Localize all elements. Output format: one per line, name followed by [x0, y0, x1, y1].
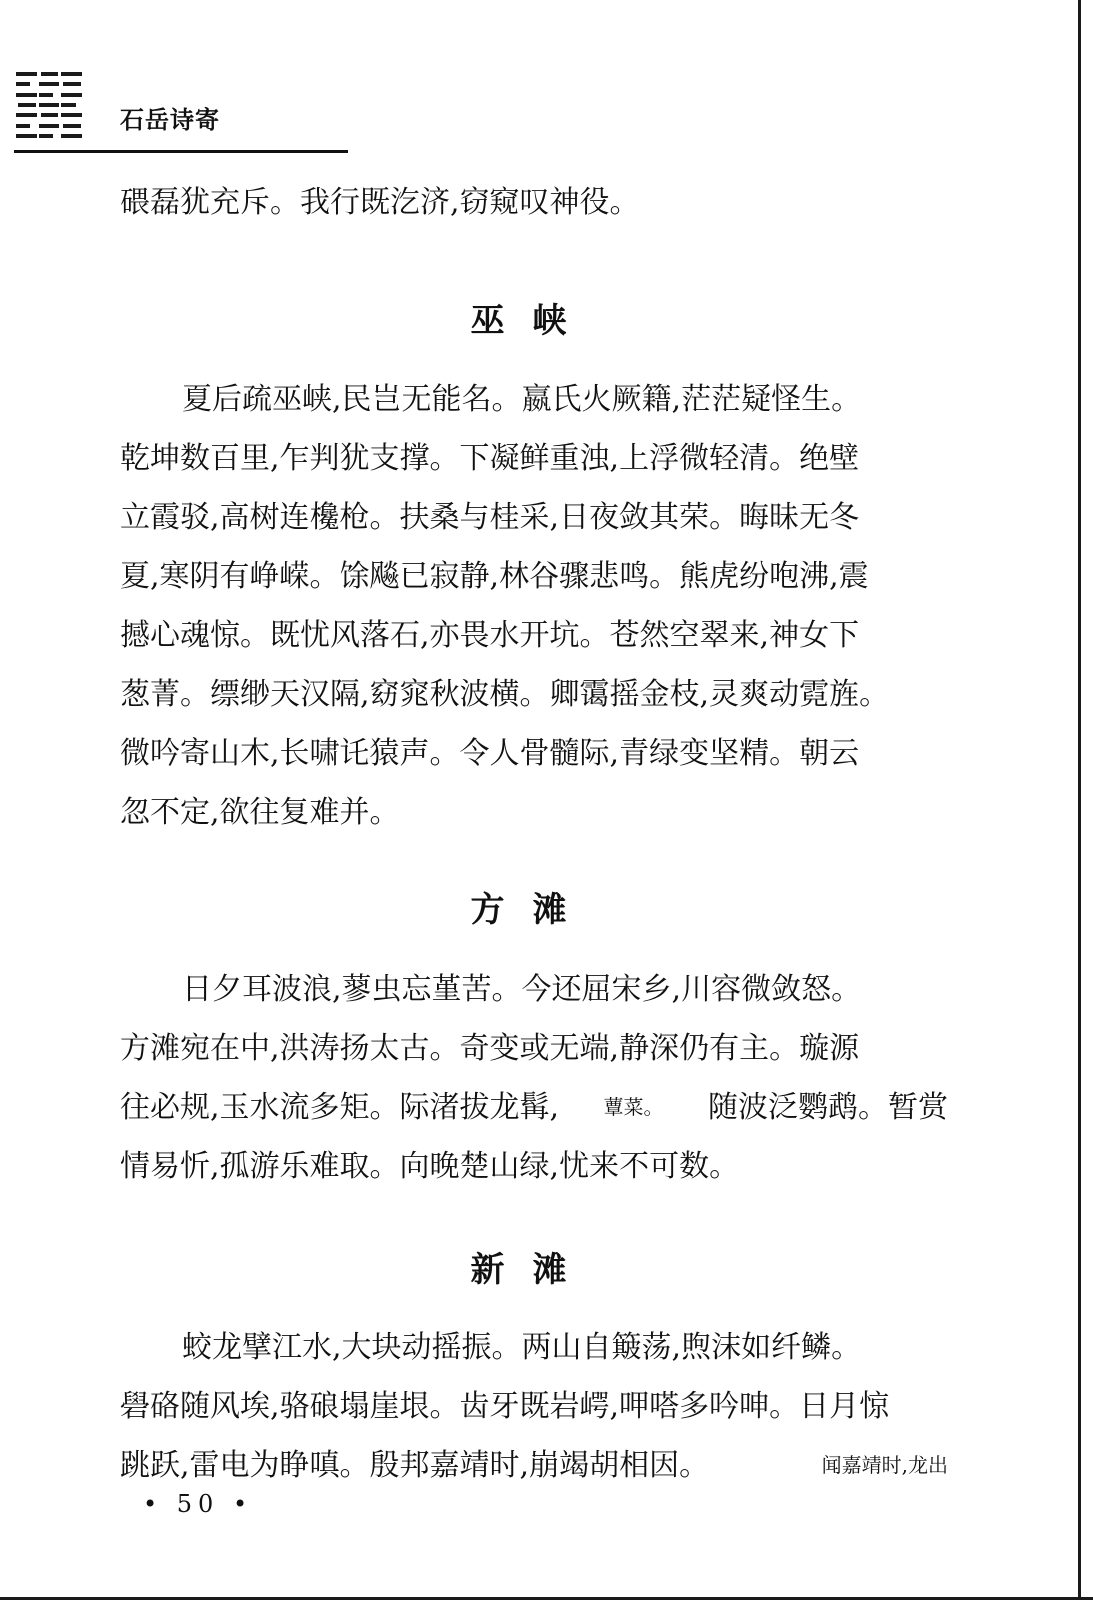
seal-column: [16, 72, 37, 138]
seal-stroke: [16, 113, 37, 117]
seal-stroke: [41, 113, 59, 117]
poem-line: 乾坤数百里,乍判犹支撑。下凝鲜重浊,上浮微轻清。绝壁: [120, 441, 860, 476]
seal-stroke: [61, 134, 82, 138]
poem-line: 日夕耳波浪,蓼虫忘堇苦。今还屈宋乡,川容微敛怒。: [182, 972, 862, 1007]
seal-stroke: [16, 93, 37, 97]
seal-stroke: [61, 103, 75, 107]
annotation-note: 蕈菜。: [603, 1095, 664, 1119]
seal-stroke: [41, 72, 59, 76]
poem-segment: 随波泛鹦鹉。暂赏: [707, 1090, 948, 1125]
seal-stroke: [61, 113, 82, 117]
poem-line: 情易忻,孤游乐难取。向晚楚山绿,忧来不可数。: [120, 1149, 740, 1184]
seal-stroke: [39, 134, 53, 138]
poem-line: [120, 1078, 948, 1137]
seal-stroke: [39, 103, 60, 107]
seal-stroke: [16, 82, 30, 86]
seal-stroke: [16, 124, 30, 128]
seal-column: [39, 72, 60, 138]
seal-stroke: [18, 103, 36, 107]
seal-stroke: [39, 82, 60, 86]
poem-line: 立霞驳,高树连欃枪。扶桑与桂采,日夜敛其荣。晦昧无冬: [120, 500, 860, 535]
poem-line: 微吟寄山木,长啸讬猿声。令人骨髓际,青绿变坚精。朝云: [120, 736, 860, 771]
poem-line: 夏后疏巫峡,民岂无能名。嬴氏火厥籍,茫茫疑怪生。: [182, 382, 862, 417]
seal-stroke: [63, 124, 81, 128]
page-right-edge: [1078, 0, 1081, 1600]
poem-continuation: [120, 173, 948, 232]
section-title: 方滩: [470, 890, 595, 930]
seal-stroke: [16, 134, 37, 138]
annotation-note: 闻嘉靖时,龙出: [821, 1453, 948, 1477]
poem-line: 撼心魂惊。既忧风落石,亦畏水开坑。苍然空翠来,神女下: [120, 618, 860, 653]
section-title: 巫峡: [470, 301, 595, 341]
poem-line: 夏,寒阴有峥嵘。馀飚已寂静,林谷骤悲鸣。熊虎纷咆沸,震: [120, 559, 869, 594]
running-header-title: 石岳诗寄: [120, 106, 220, 134]
seal-stroke: [63, 82, 81, 86]
poem-segment: 跳跃,雷电为睁嗔。殷邦嘉靖时,崩竭胡相因。: [120, 1448, 710, 1483]
poem-line: 蛟龙擘江水,大块动摇振。两山自簸荡,煦沫如纤鳞。: [182, 1330, 862, 1365]
seal-stroke: [16, 72, 37, 76]
seal-column: [61, 72, 82, 138]
poem-body: [120, 370, 948, 842]
seal-stroke: [39, 124, 60, 128]
poem-line: [120, 1436, 948, 1495]
seal-stroke: [61, 72, 82, 76]
page-number: • 50 •: [143, 1490, 254, 1518]
poem-line: 方滩宛在中,洪涛扬太古。奇变或无端,静深仍有主。璇源: [120, 1031, 860, 1066]
poem-line: 忽不定,欲往复难并。: [120, 795, 400, 830]
seal-stroke: [39, 93, 53, 97]
header-rule: [14, 150, 348, 153]
poem-line: 葱菁。缥缈天汉隔,窈窕秋波横。卿霭摇金枝,灵爽动霓旌。: [120, 677, 890, 712]
poem-line: 碨磊犹充斥。我行既汔济,窃窥叹神役。: [120, 185, 640, 220]
poem-segment: 往必规,玉水流多矩。际渚拔龙髯,: [120, 1090, 560, 1125]
section-title: 新滩: [470, 1250, 595, 1290]
poem-line: 礐硌随风埃,骆硠塌崖垠。齿牙既岩崿,呷嗒多吟呻。日月惊: [120, 1389, 890, 1424]
poem-body: [120, 1318, 948, 1495]
seal-stroke: [61, 93, 82, 97]
seal-logo: [16, 72, 82, 138]
poem-body: [120, 960, 948, 1196]
